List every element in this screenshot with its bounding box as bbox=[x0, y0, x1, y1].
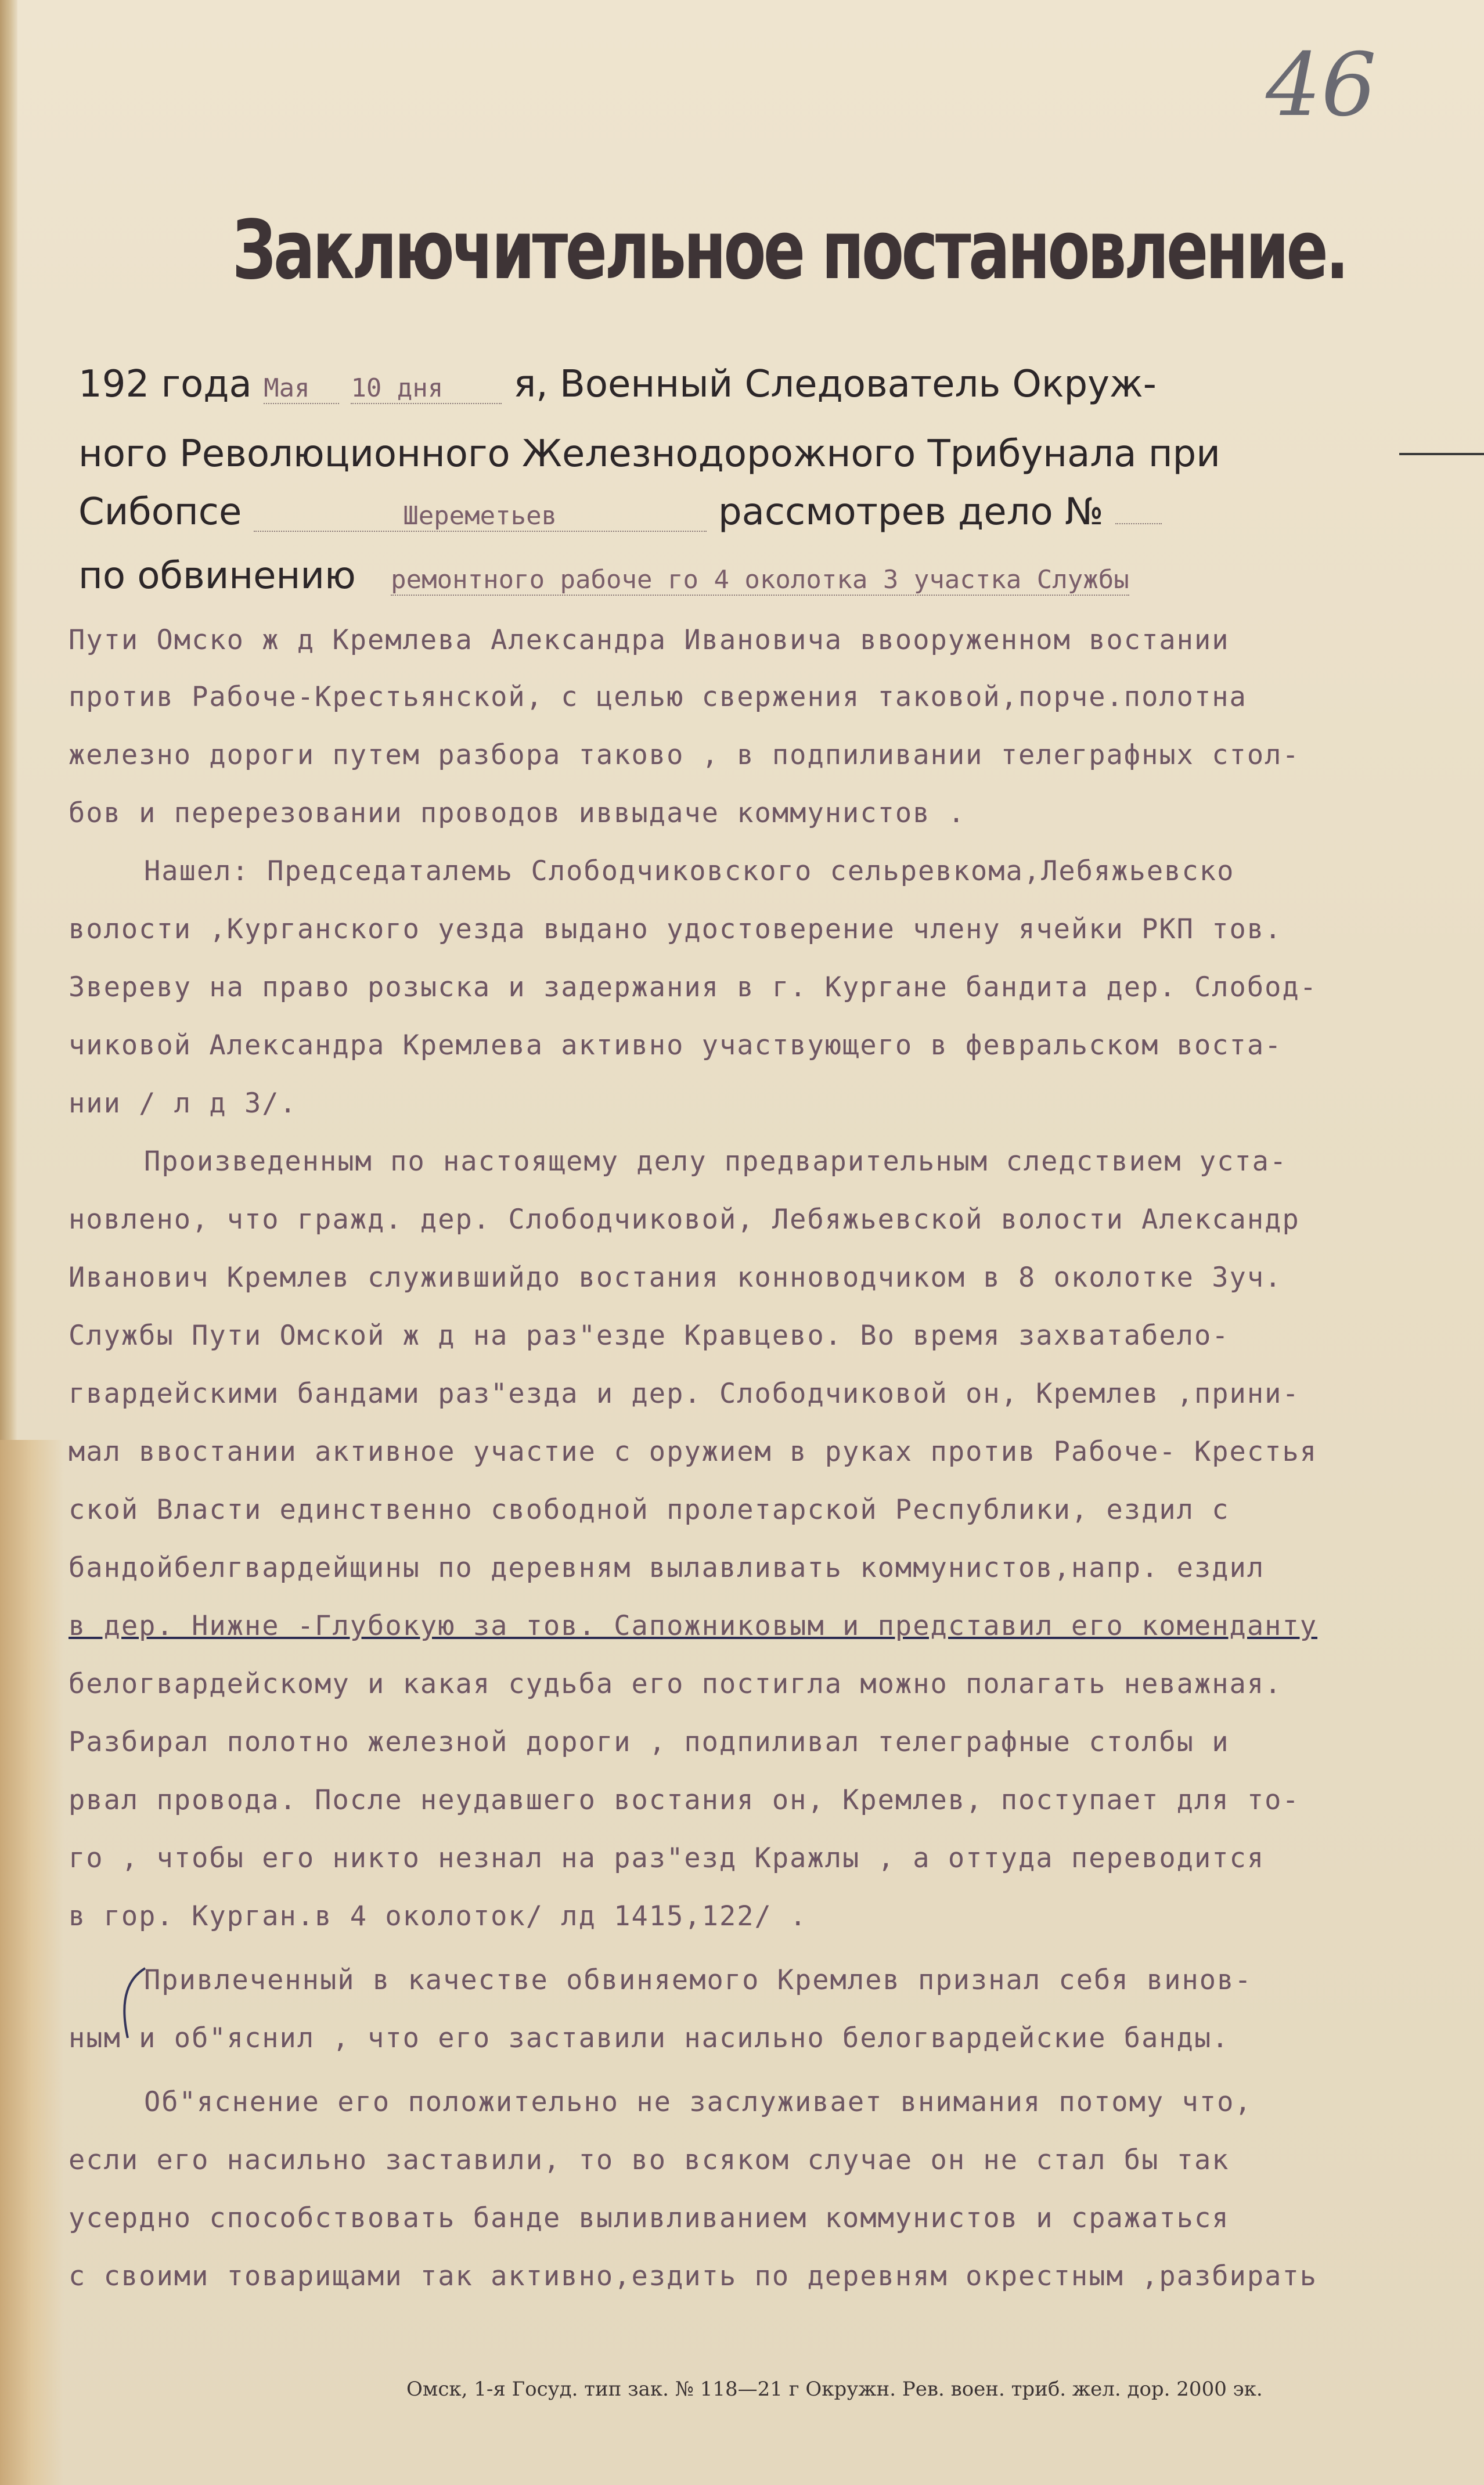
printer-footer: Омск, 1-я Госуд. тип зак. № 118—21 г Окружн. Рев. воен. триб. жел. дор. 2000 эк. bbox=[406, 2378, 1263, 2401]
body-line: го , чтобы его никто незнал на раз"езд Кражлы , а оттуда переводится bbox=[69, 1842, 1265, 1874]
handwritten-page-number: 46 bbox=[1266, 35, 1377, 136]
body-line: Пути Омско ж д Кремлева Александра Ивановича ввооруженном востании bbox=[69, 624, 1230, 656]
body-line: если его насильно заставили, то во всяком случае он не стал бы так bbox=[69, 2144, 1230, 2176]
form-charge-text: ремонтного рабоче го 4 околотка 3 участка Службы bbox=[391, 565, 1129, 595]
pen-bracket-mark bbox=[110, 1962, 151, 2044]
form-day: 10 дня bbox=[351, 373, 502, 404]
form-case-number bbox=[1115, 523, 1162, 524]
body-line: белогвардейскому и какая судьба его постигла можно полагать неважная. bbox=[69, 1668, 1283, 1700]
body-line: Нашел: Председаталемь Слободчиковского сельревкома,Лебяжьевско bbox=[144, 855, 1235, 887]
form-charge-label: по обвинению bbox=[78, 554, 356, 597]
body-line: Службы Пути Омской ж д на раз"езде Кравцево. Во время захватабело- bbox=[69, 1320, 1230, 1352]
body-line: усердно способствовать банде выливливанием коммунистов и сражаться bbox=[69, 2202, 1230, 2234]
form-line-investigator bbox=[78, 491, 1162, 534]
form-year: 192 bbox=[78, 363, 150, 406]
form-investigator-name: Шереметьев bbox=[254, 501, 707, 532]
body-line: Разбирал полотно железной дороги , подпиливал телеграфные столбы и bbox=[69, 1726, 1230, 1758]
form-line-date bbox=[78, 363, 1157, 406]
form-case-text: рассмотрев дело № bbox=[718, 491, 1104, 534]
body-line: нии / л д 3/. bbox=[69, 1087, 297, 1119]
body-line: с своими товарищами так активно,ездить по деревням окрестным ,разбирать bbox=[69, 2260, 1318, 2292]
body-line: в гор. Курган.в 4 околоток/ лд 1415,122/ . bbox=[69, 1900, 808, 1932]
body-line: против Рабоче-Крестьянской, с целью свержения таковой,порче.полотна bbox=[69, 681, 1247, 713]
body-line: бов и перерезовании проводов иввыдаче коммунистов . bbox=[69, 797, 966, 829]
body-line: новлено, что гражд. дер. Слободчиковой, Лебяжьевской волости Александр bbox=[69, 1204, 1300, 1236]
body-line: гвардейскими бандами раз"езда и дер. Слободчиковой он, Кремлев ,прини- bbox=[69, 1378, 1300, 1410]
body-line: бандойбелгвардейщины по деревням вылавливать коммунистов,напр. ездил bbox=[69, 1552, 1265, 1584]
document-title: Заключительное постановление. bbox=[232, 203, 1347, 298]
paper-left-edge-damage bbox=[0, 1440, 64, 2485]
body-line: ным и об"яснил , что его заставили насильно белогвардейские банды. bbox=[69, 2022, 1230, 2054]
body-line: Звереву на право розыска и задержания в г. Кургане бандита дер. Слобод- bbox=[69, 971, 1318, 1003]
body-line: в дер. Нижне -Глубокую за тов. Сапожниковым и представил его коменданту bbox=[69, 1610, 1318, 1642]
body-line: волости ,Курганского уезда выдано удостоверение члену ячейки РКП тов. bbox=[69, 913, 1283, 945]
body-line: ской Власти единственно свободной пролетарской Республики, ездил с bbox=[69, 1494, 1230, 1526]
body-line: Об"яснение его положительно не заслуживает внимания потому что, bbox=[144, 2086, 1252, 2118]
body-line: чиковой Александра Кремлева активно участвующего в февральском воста- bbox=[69, 1029, 1283, 1061]
form-investigator-text: я, Военный Следователь Окруж- bbox=[513, 363, 1157, 406]
form-month: Мая bbox=[264, 373, 339, 404]
body-line: Привлеченный в качестве обвиняемого Кремлев признал себя винов- bbox=[144, 1964, 1252, 1996]
body-line: рвал провода. После неудавшего востания он, Кремлев, поступает для то- bbox=[69, 1784, 1300, 1816]
form-line-tribunal: ного Революционного Железнодорожного Трибунала при bbox=[78, 433, 1220, 476]
form-year-suffix: года bbox=[161, 363, 252, 406]
body-line: Произведенным по настоящему делу предварительным следствием уста- bbox=[144, 1146, 1288, 1177]
margin-pen-stroke bbox=[1399, 453, 1484, 455]
body-line: железно дороги путем разбора таково , в подпиливании телеграфных стол- bbox=[69, 739, 1300, 771]
form-line-charge bbox=[78, 554, 1129, 597]
body-line: Иванович Кремлев служившийдо востания конноводчиком в 8 околотке 3уч. bbox=[69, 1262, 1283, 1294]
form-location-label: Сибопсе bbox=[78, 491, 242, 534]
body-line: мал ввостании активное участие с оружием в руках против Рабоче- Крестья bbox=[69, 1436, 1318, 1468]
